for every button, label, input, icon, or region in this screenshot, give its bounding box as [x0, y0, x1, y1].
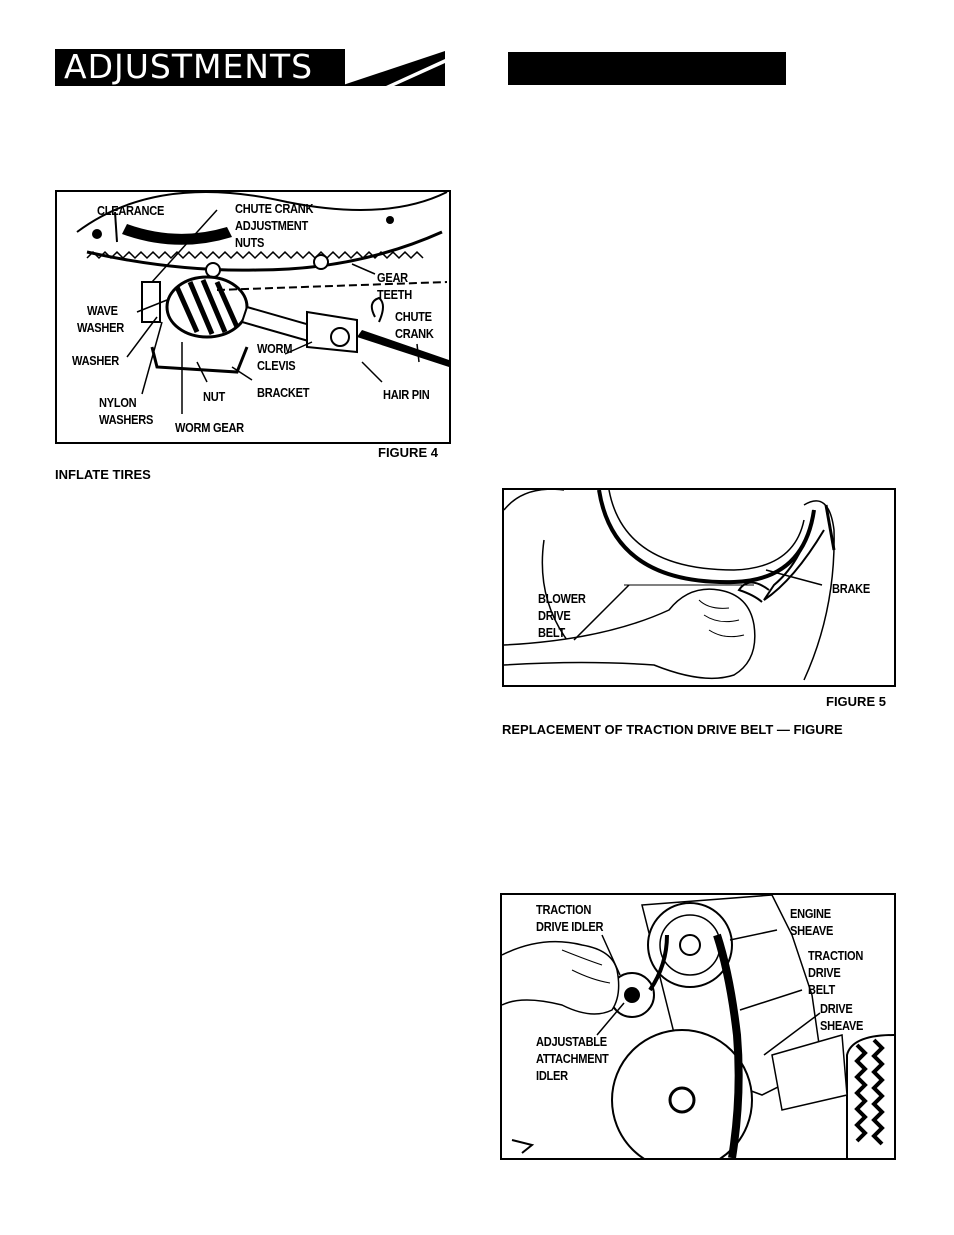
figure-5-caption: FIGURE 5 [826, 694, 886, 709]
label-chute-crank-adjustment-nuts-3: NUTS [235, 235, 265, 250]
label-adjustable-attachment-idler-1: ADJUSTABLE [536, 1034, 607, 1049]
label-engine-sheave-2: SHEAVE [790, 923, 834, 938]
right-column-header-bar [508, 52, 786, 85]
figure-4 [55, 190, 451, 444]
figure-6 [500, 893, 896, 1160]
label-adjustable-attachment-idler-3: IDLER [536, 1068, 568, 1083]
label-washer: WASHER [72, 353, 119, 368]
label-chute-crank-adjustment-nuts-2: ADJUSTMENT [235, 218, 308, 233]
label-chute-crank-1: CHUTE [395, 309, 432, 324]
label-brake: BRAKE [832, 581, 871, 596]
label-worm-clevis-2: CLEVIS [257, 358, 296, 373]
label-drive-sheave-1: DRIVE [820, 1001, 853, 1016]
label-nylon-washers-1: NYLON [99, 395, 137, 410]
label-clearance: CLEARANCE [97, 203, 165, 218]
label-worm-clevis-1: WORM [257, 341, 293, 356]
label-traction-drive-belt-2: DRIVE [808, 965, 841, 980]
label-blower-drive-belt-2: DRIVE [538, 608, 571, 623]
label-traction-drive-idler-2: DRIVE IDLER [536, 919, 604, 934]
figure-5 [502, 488, 896, 687]
header-wedge [340, 49, 446, 87]
label-blower-drive-belt-1: BLOWER [538, 591, 586, 606]
label-hair-pin: HAIR PIN [383, 387, 430, 402]
label-bracket: BRACKET [257, 385, 310, 400]
inflate-tires-heading: INFLATE TIRES [55, 467, 151, 482]
label-traction-drive-belt-3: BELT [808, 982, 836, 997]
label-wave-washer-1: WAVE [87, 303, 118, 318]
label-blower-drive-belt-3: BELT [538, 625, 566, 640]
figure-4-caption: FIGURE 4 [378, 445, 438, 460]
label-engine-sheave-1: ENGINE [790, 906, 831, 921]
label-adjustable-attachment-idler-2: ATTACHMENT [536, 1051, 609, 1066]
label-chute-crank-adjustment-nuts-1: CHUTE CRANK [235, 201, 314, 216]
label-nylon-washers-2: WASHERS [99, 412, 154, 427]
label-worm-gear: WORM GEAR [175, 420, 244, 435]
label-traction-drive-belt-1: TRACTION [808, 948, 864, 963]
label-traction-drive-idler-1: TRACTION [536, 902, 592, 917]
label-chute-crank-2: CRANK [395, 326, 434, 341]
label-gear-teeth-1: GEAR [377, 270, 408, 285]
label-nut: NUT [203, 389, 225, 404]
label-drive-sheave-2: SHEAVE [820, 1018, 864, 1033]
label-wave-washer-2: WASHER [77, 320, 124, 335]
section-title: ADJUSTMENTS [64, 47, 314, 86]
replacement-traction-belt-heading: REPLACEMENT OF TRACTION DRIVE BELT — FIGURE [502, 722, 843, 737]
label-gear-teeth-2: TEETH [377, 287, 412, 302]
